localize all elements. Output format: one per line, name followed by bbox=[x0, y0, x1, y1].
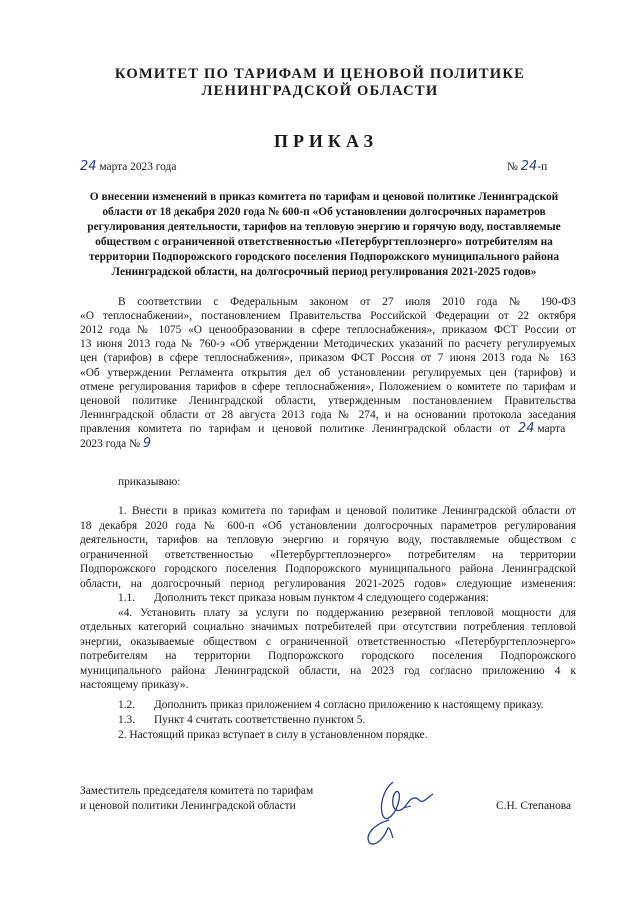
subitem-1-3 bbox=[118, 713, 365, 727]
signatory-position-line2: и ценовой политики Ленинградской области bbox=[80, 800, 296, 812]
preamble-line: «О теплоснабжении», постановлением Правительства Российской Федерации от 22 октября bbox=[80, 310, 576, 322]
preamble-line: 2012 года № 1075 «О ценообразовании в сфере теплоснабжения», приказом ФСТ России от bbox=[80, 324, 576, 336]
heading-line: обществом с ограниченной ответственностью «Петербургтеплоэнерго» потребителям на bbox=[95, 236, 553, 248]
preamble-line: «Об утверждении Регламента открытия дел об установлении регулируемых цен (тарифов) и bbox=[80, 367, 576, 379]
heading-line: регулирования деятельности, тарифов на тепловую энергию и горячую воду, поставляемые bbox=[87, 221, 561, 233]
org-name-line1: КОМИТЕТ ПО ТАРИФАМ И ЦЕНОВОЙ ПОЛИТИКЕ bbox=[114, 66, 526, 82]
subitem-1-2 bbox=[118, 698, 543, 712]
number-sign: № bbox=[507, 161, 518, 173]
number-handwritten: 24 bbox=[520, 159, 538, 174]
signatory-name: С.Н. Степанова bbox=[496, 800, 572, 812]
item-2: 2. Настоящий приказ вступает в силу в установленном порядке. bbox=[118, 729, 428, 741]
item-1-line: деятельности, тарифов на тепловую энергию и горячую воду, поставляемые обществом с bbox=[80, 534, 576, 546]
order-word: приказываю: bbox=[118, 476, 181, 488]
preamble-line: Ленинградской области от 28 августа 2013 года № 274, и на основании протокола заседания bbox=[80, 409, 576, 421]
quote-line: отдельных категорий социально значимых потребителей при отсутствии потребления тепловой bbox=[80, 621, 576, 633]
preamble-line: цен (тарифов) в сфере теплоснабжения», приказом ФСТ Россия от 7 июня 2013 года № 163 bbox=[80, 352, 576, 364]
preamble-line: отмене регулирования тарифов в сфере теплоснабжения», Положением о комитете по тарифам и bbox=[80, 381, 576, 393]
org-name-line2: ЛЕНИНГРАДСКОЙ ОБЛАСТИ bbox=[201, 83, 439, 99]
document-type-title: ПРИКАЗ bbox=[273, 131, 379, 151]
quote-line: муниципального района Ленинградской области, на 2023 год согласно приложению 4 к bbox=[80, 665, 576, 677]
item-1-line: области, на долгосрочный период регулирования 2021-2025 годов» следующие изменения: bbox=[80, 578, 576, 590]
document-date bbox=[80, 160, 176, 174]
quote-line: «4. Установить плату за услуги по поддержанию резервной тепловой мощности для bbox=[118, 607, 576, 619]
preamble-line: правления комитета по тарифам и ценовой политике Ленинградской области от bbox=[80, 423, 510, 435]
subitem-1-3-number: 1.3. bbox=[118, 714, 136, 726]
meeting-day-handwritten: 24 bbox=[518, 421, 535, 436]
date-month-year: марта 2023 года bbox=[99, 161, 177, 173]
meeting-date bbox=[518, 422, 565, 436]
subitem-1-3-text: Пункт 4 считать соответственно пунктом 5. bbox=[153, 714, 366, 726]
quote-line: потребителям на территории Подпорожского городского поселения Подпорожского bbox=[80, 650, 576, 662]
protocol-number-label: 2023 года № bbox=[80, 438, 140, 450]
preamble-line: 13 июня 2013 года № 760-э «Об утверждении Методических указаний по расчету регулируемых bbox=[80, 338, 576, 350]
protocol-number bbox=[80, 437, 151, 451]
quote-line: энергии, оказываемые обществом с ограниченной ответственностью «Петербургтеплоэнерго» bbox=[80, 636, 576, 648]
item-1-line: Подпорожского городского поселения Подпорожского муниципального района Ленинградской bbox=[80, 563, 576, 575]
signatory-position-line1: Заместитель председателя комитета по тарифам bbox=[80, 785, 314, 797]
document-number bbox=[507, 160, 547, 174]
preamble-line: ценовой политике Ленинградской области, утвержденным постановлением Правительства bbox=[80, 395, 576, 407]
quote-line: настоящему приказу». bbox=[80, 679, 189, 691]
heading-line: области от 18 декабря 2020 года № 600-п «Об установлении долгосрочных параметров bbox=[102, 206, 546, 218]
subitem-1-2-text: Дополнить приказ приложением 4 согласно приложению к настоящему приказу. bbox=[153, 699, 544, 711]
item-1-line: 1. Внести в приказ комитета по тарифам и ценовой политике Ленинградской области от bbox=[118, 505, 576, 517]
number-suffix: -п bbox=[537, 161, 548, 173]
protocol-number-handwritten: 9 bbox=[142, 436, 152, 451]
handwritten-signature bbox=[353, 776, 443, 856]
subitem-1-1-number: 1.1. bbox=[118, 592, 136, 604]
heading-line: Ленинградской области, на долгосрочный период регулирования 2021-2025 годов» bbox=[111, 266, 537, 278]
heading-line: территории Подпорожского городского поселения Подпорожского муниципального района bbox=[88, 251, 560, 263]
subitem-1-2-number: 1.2. bbox=[118, 699, 136, 711]
heading-line: О внесении изменений в приказ комитета по тарифам и ценовой политике Ленинградской bbox=[89, 191, 559, 203]
subitem-1-1-text: Дополнить текст приказа новым пунктом 4 следующего содержания: bbox=[153, 592, 489, 604]
item-1-line: ограниченной ответственностью «Петербургтеплоэнерго» потребителям на территории bbox=[80, 549, 576, 561]
subitem-1-1 bbox=[118, 591, 489, 605]
item-1-line: 18 декабря 2020 года № 600-п «Об установлении долгосрочных параметров регулирования bbox=[80, 520, 576, 532]
preamble-line: В соответствии с Федеральным законом от 27 июля 2010 года № 190-ФЗ bbox=[118, 296, 576, 308]
meeting-month: марта bbox=[537, 423, 566, 435]
date-day-handwritten: 24 bbox=[80, 159, 97, 174]
